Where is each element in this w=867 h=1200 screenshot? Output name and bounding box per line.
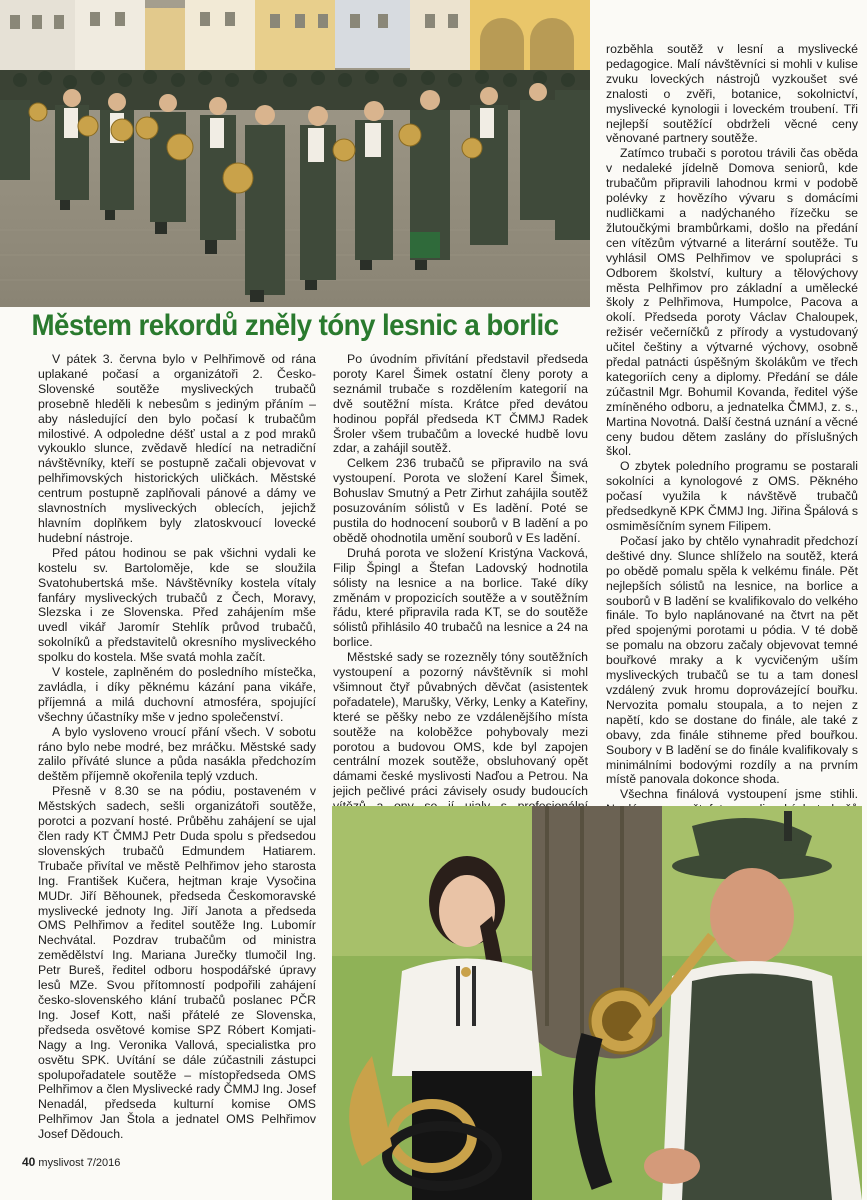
bottom-photo-illustration xyxy=(332,806,862,1200)
paragraph: O zbytek poledního programu se postarali sokolníci a kynologové z OMS. Pěkného počasí využila k návštěvě trubačů předsedkyně KPK ČMMJ Ing. Jiřina Špálová s osmiměsíčním synem Filipem. xyxy=(606,459,858,533)
paragraph: rozběhla soutěž v lesní a myslivecké pedagogice. Malí návštěvníci si mohli v kulise zvuku loveckých nástrojů vyzkoušet své znalosti o zvěři, botanice, sokolnictví, myslivecké kynologii i loveckém troubení. Tři nejlepší soutěžící obdrželi věcné ceny věnované partnery soutěže. xyxy=(606,42,858,146)
paragraph: Zatímco trubači s porotou trávili čas oběda v nedaleké jídelně Domova seniorů, kde trubačům připravili lahodnou krmi v podobě polévky z hovězího vývaru s domácími nudličkami a nadýchaného řízečku se žlutoučkými brambůrkami, došlo na předání cen vítězům výtvarné a literární soutěže. Tu vyhlásil OMS Pelhřimov ve spolupráci s Odborem školství, kultury a tělovýchovy města Pelhřimov pro základní a umělecké školy z Pelhřimova, Humpolce, Pacova a okolí. Předseda poroty Václav Chaloupek, režisér večerníčků z přírody a vystudovaný učitel češtiny a výtvarné výchovy, osobně předal patnácti úspěšným školákům ve třech kategoriích ceny a diplomy. Předání se dále zúčastnil Mgr. Bohumil Kovanda, ředitel výše zmíněného odboru, a jednatelka ČMMJ, z. s., Martina Novotná. Další čestná uznání a věcné ceny budou dětem zaslány do příslušných škol. xyxy=(606,146,858,459)
bottom-photo-horn-players xyxy=(332,806,862,1200)
paragraph: A bylo vysloveno vroucí přání všech. V sobotu ráno bylo nebe modré, bez mráčku. Městské sady zalilo příváté slunce a půda nasákla předchozím deštěm příjemně okořenila teplý vzduch. xyxy=(38,724,316,784)
paragraph: Všechna finálová vystoupení jsme stihli. xyxy=(620,787,858,802)
paragraph: Městské sady se rozezněly tóny soutěžních vystoupení a pozorný návštěvník si mohl všimnout čtyř půvabných děvčat (asistentek pořadatele), Marušky, Věrky, Lenky a Kateřiny, které se pěšky nebo ze vzdálenějšího místa soutěže na koloběžce pohybovaly mezi porotou a budovou OMS, kde byl zapojen centrální mozek soutěže, obsluhovaný opět dámami české myslivosti Naďou a Petrou. Na jejich pečlivé práci závisely osudy budoucích xyxy=(333,650,588,799)
paragraph: V pátek 3. června bylo v Pelhřimově od rána uplakané počasí a organizátoři 2. Česko-Slovenské soutěže mysliveckých trubačů prosebně hleděli k nebesům s jediným přáním – aby následující den bylo počasí k trubačům milostivé. A odpoledne déšť ustal a z pod mraků vykouklo slunce, zvědavě hledící na netradiční návštěvníky, kteří se postupně začali objevovat v pelhřimovských historických uličkách. Městské centrum postupně zaplňovali pánové a dámy ve slavnostních mysliveckých oblecích, jejichž hlavním doplňkem byly zlatoskvoucí lovecké hudební nástroje. xyxy=(38,352,316,545)
article-column-3 xyxy=(606,42,858,877)
paragraph: Druhá porota ve složení Kristýna Vacková, Filip Špingl a Štefan Ladovský hodnotila sólisty na lesnice a na borlice. Také díky změnám v propozicích soutěže a v soutěžním řádu, které připravila rada KT, se do soutěže sólistů přihlásilo 40 trubačů na lesnice a 24 na borlice. xyxy=(333,545,588,650)
top-photo-horn-players xyxy=(0,0,590,307)
article-column-2 xyxy=(333,352,588,859)
paragraph: Počasí jako by chtělo vynahradit předchozí deštivé dny. Slunce shlíželo na soutěž, která po obědě pomalu spěla k velkému finále. Pět nejlepších sólistů na lesnice, na borlice a souborů v B ladění se kvalifikovalo do velkého finále. To bylo naplánované na čtvrt na pět před spojenými porotami u pódia. V té době se pomalu na obzoru začaly objevovat temné bouřkové mraky a k vycvičeným uším mysliveckých trubačů se tu a tam donesl vzdálený zvuk hromu doprovázející bouřku. Nervozita pomalu stoupala, a to nejen z napětí, kdo se dostane do finále, ale také z obavy, zda finále stihneme před bouřkou. Soubory v B ladění se do finále kvalifikovaly s minimálními bodovými rozdíly a na prvním místě panovala dokonce shoda. xyxy=(606,533,858,787)
magazine-issue: myslivost 7/2016 xyxy=(38,1157,121,1169)
page-number: 40 xyxy=(22,1155,36,1169)
paragraph: Přesně v 8.30 se na pódiu, postaveném v Městských sadech, sešli organizátoři soutěže, porotci a pozvaní hosté. Průběhu zahájení se ujal člen rady KT ČMMJ Petr Duda spolu s předsedou slovenských trubačů Edmundem Hatiarem. Trubače přivítal ve městě Pelhřimov jeho starosta Ing. František Kučera, hejtman kraje Vysočina MUDr. Jiří Běhounek, předseda Českomoravské myslivecké jednoty Ing. Jiří Janota a předseda OMS Pelhřimov a ředitel soutěže Ing. Lubomír Nechvátal. Pozdrav trubačům od ministra zemědělství Ing. Mariana Jurečky tlumočil Ing. Petr Bureš, ředitel odboru hospodářské úpravy lesů MZe. Svou přítomností podpořili zahájení česko-slovenského klání trubačů poslanec PČR Ing. Josef Kott, naši přátelé ze Slovenska, předseda osvětové komise SPZ Róbert Komjati-Nagy a Ing. Veronika Vallová, specialistka pro osvětu SPK. Uvítání se dále zúčastnili zástupci spolupořadatele soutěže – místopředseda OMS Pelhřimov a člen Myslivecké rady ČMMJ Ing. Josef Nenadál, předseda kulturní komise OMS Pelhřimov Jan Štola a jednatel OMS Pelhřimov Josef Dědouch. xyxy=(38,784,316,1142)
top-photo-illustration xyxy=(0,0,590,307)
paragraph: V kostele, zaplněném do posledního místečka, zavládla, i díky pěknému kázání pana vikáře, příjemná a milá duchovní atmosféra, spojující všechny účastníky mše v jedno společenství. xyxy=(38,665,316,724)
page-footer xyxy=(22,1155,120,1169)
article-headline: Městem rekordů zněly tóny lesnic a borlic xyxy=(31,309,559,342)
paragraph: Před pátou hodinou se pak všichni vydali ke kostelu sv. Bartoloměje, kde se sloužila Svatohubertská mše. Návštěvníky kostela vítaly fanfáry mysliveckých trubačů z Čech, Moravy, Slezska i ze Slovenska. Před zahájením mše uvedl vikář Jaromír Stehlík průvod trubačů, sokolníků a představitelů okresního mysliveckého spolku do kostela. Mše svatá mohla začít. xyxy=(38,545,316,665)
paragraph: Po úvodním přivítání představil předseda poroty Karel Šimek ostatní členy poroty a seznámil trubače s rozdělením kategorií na dvě soutěžní místa. Krátce před devátou hodinou popřál předseda KT ČMMJ Radek Šroler všem trubačům a lovecké hudbě lovu zdar, a zahájil soutěž. xyxy=(333,352,588,456)
paragraph: Celkem 236 trubačů se připravilo na svá vystoupení. Porota ve složení Karel Šimek, Bohuslav Smutný a Petr Zirhut zahájila soutěž posuzováním sólistů v Es ladění. Poté se pustila do hodnocení souborů v B ladění a po obědě ohodnotila umění souborů v Es ladění. xyxy=(333,456,588,545)
article-column-1 xyxy=(38,352,316,1142)
